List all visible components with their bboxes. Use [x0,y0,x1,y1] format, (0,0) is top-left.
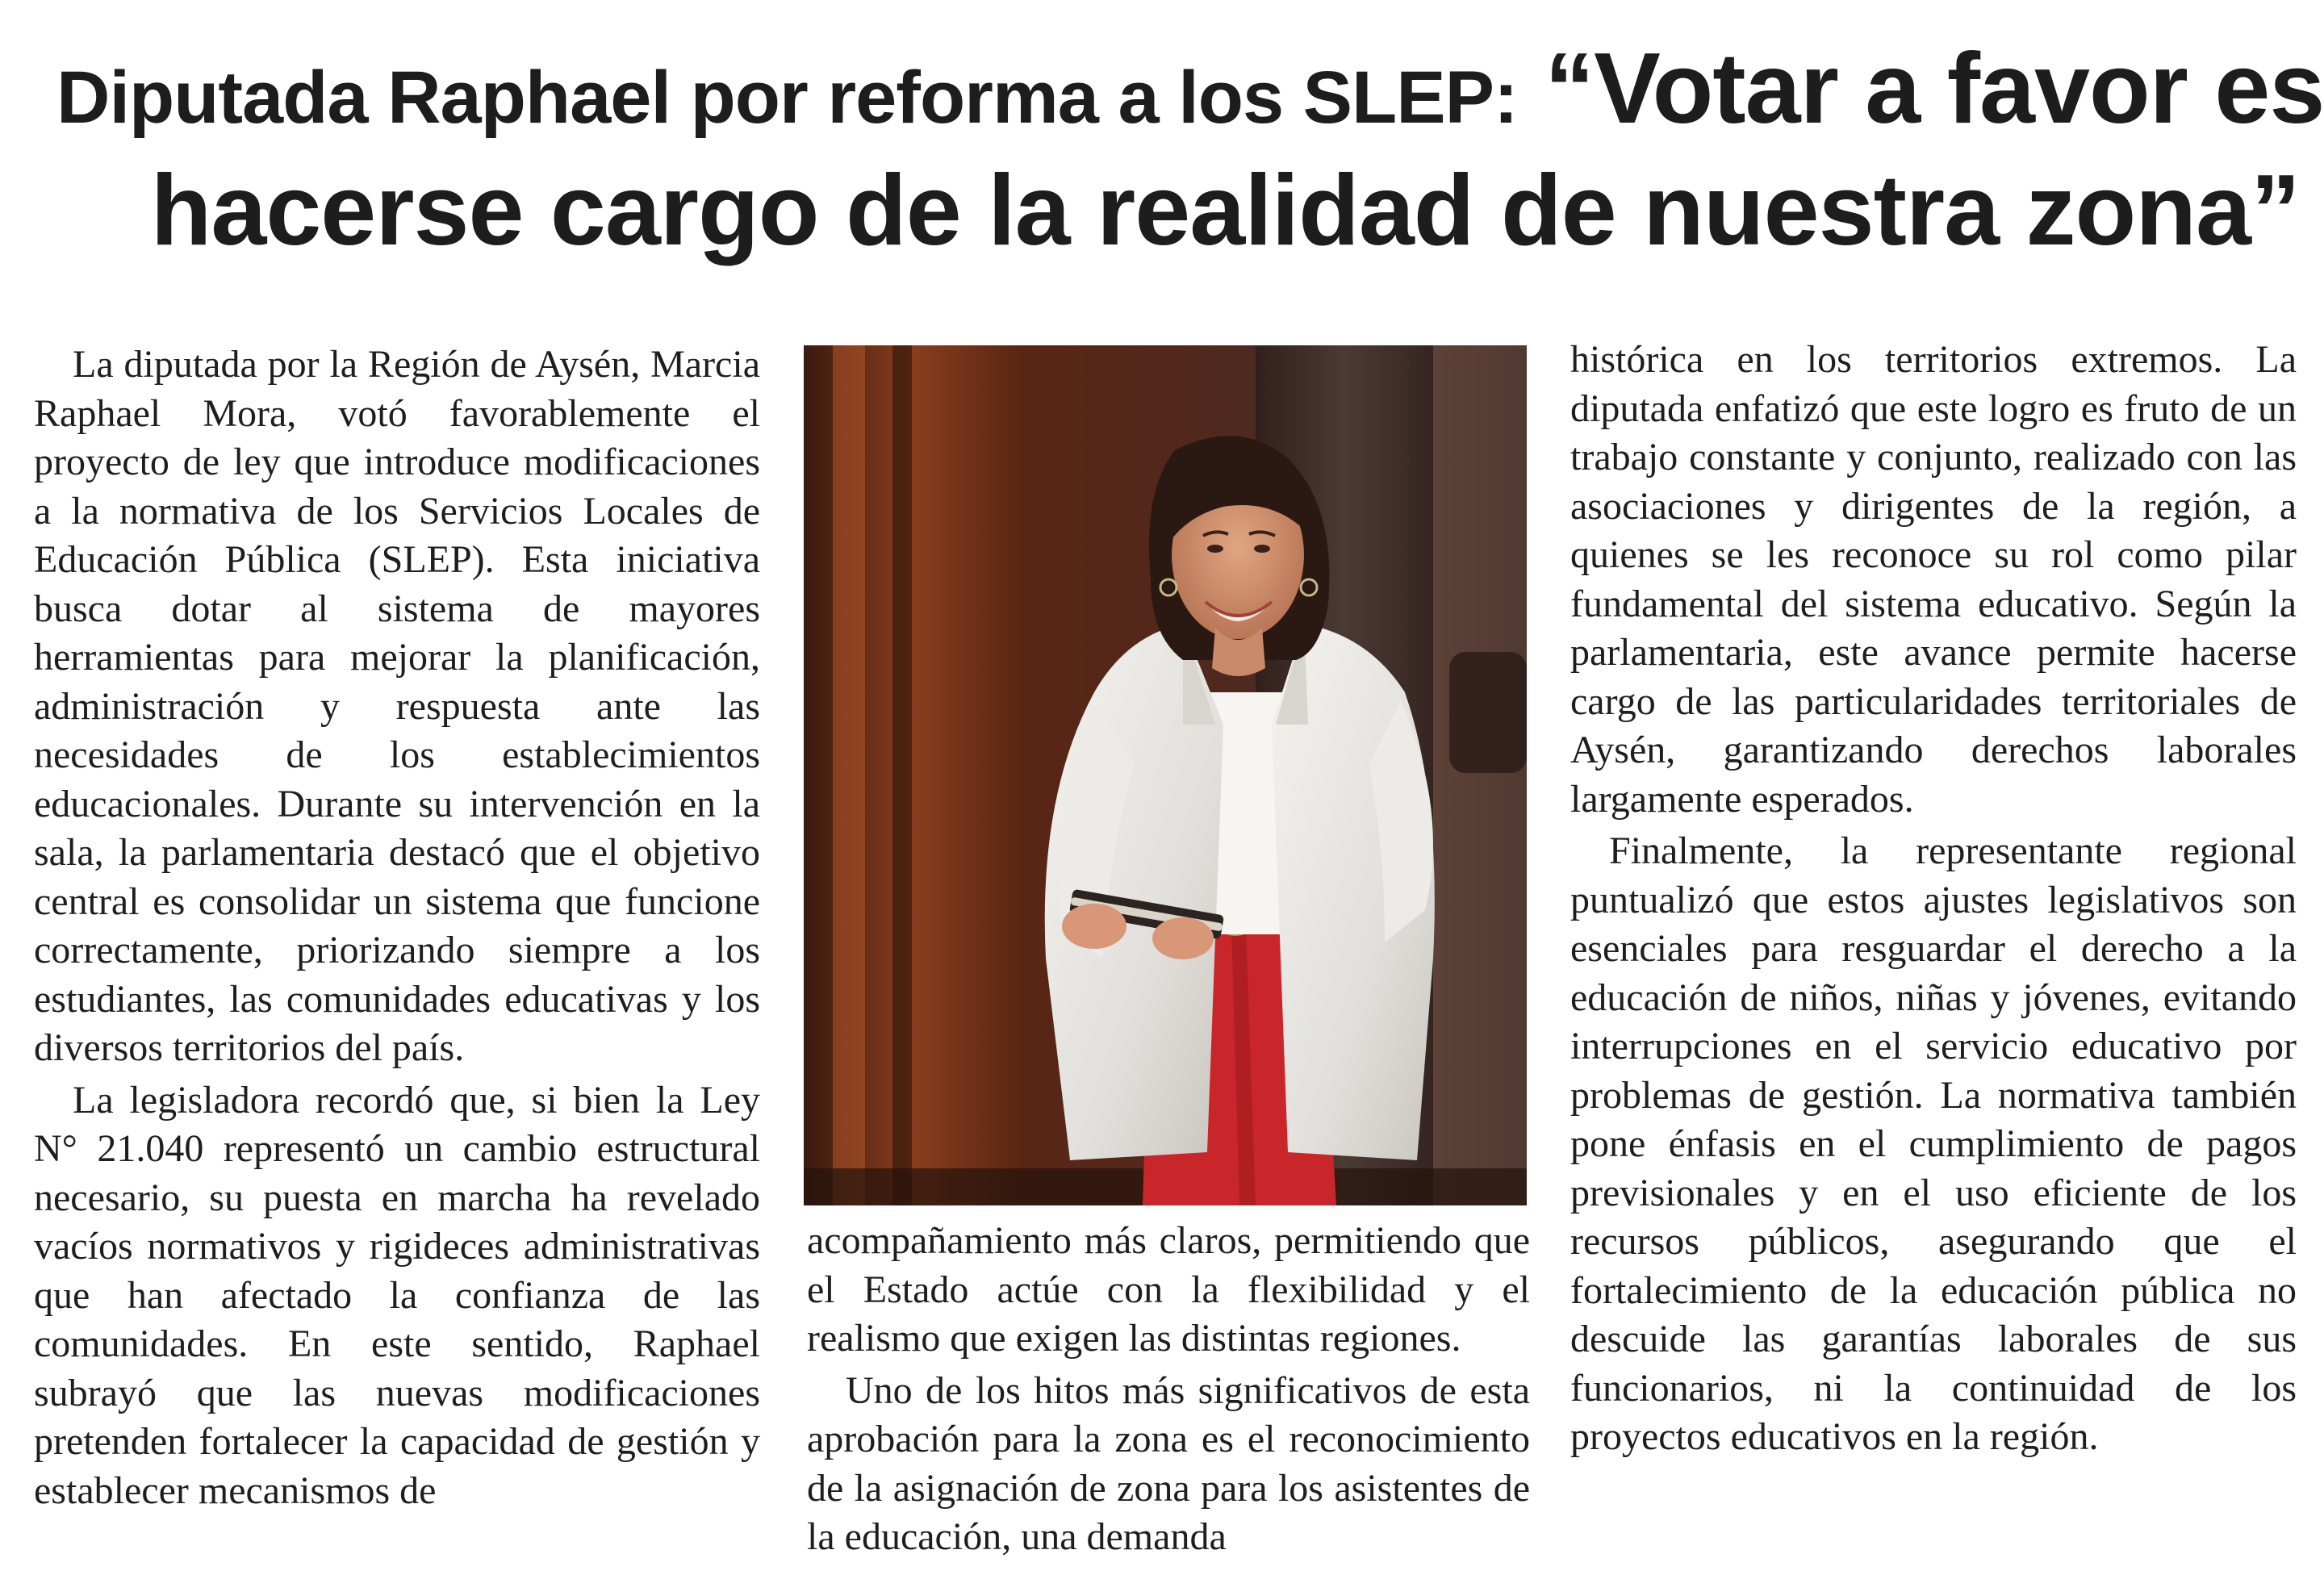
headline-line-1 [56,32,2324,154]
paragraph-2-continued: acompañamiento más claros, permitiendo que el Estado actúe con la flexibilidad y el realismo que exigen las distintas regiones. [807,1219,1530,1360]
paragraph-2: La legisladora recordó que, si bien la Ley N° 21.040 representó un cambio estructural necesario, su puesta en marcha ha revelado vacíos normativos y rigideces administrativas que han afectado la confianza de las comunidades. En este sentido, Raphael subrayó que las nuevas modificaciones pretenden fortalecer la capacidad de gestión y establecer mecanismos de [34,1078,760,1512]
deputy-photo [804,345,1527,1205]
paragraph-1: La diputada por la Región de Aysén, Marcia Raphael Mora, votó favorablemente el proyecto de ley que introduce modificaciones a la normativa de los Servicios Locales de Educación Pública (SLEP). Esta iniciativa busca dotar al sistema de mayores herramientas para mejorar la planificación, administración y respuesta ante las necesidades de los establecimientos educacionales. Durante su intervención en la sala, la parlamentaria destacó que el objetivo central es consolidar un sistema que funcione correctamente, priorizando siempre a los estudiantes, las comunidades educativas y los diversos territorios del país. [34,343,760,1069]
article-column-3 [1570,336,2297,1465]
headline-quote-start: “Votar a favor es [1544,33,2324,144]
paragraph-4: Finalmente, la representante regional puntualizó que estos ajustes legislativos son esenciales para resguardar el derecho a la educación de niños, niñas y jóvenes, evitando interrupciones en el servicio educativo por problemas de gestión. La normativa también pone énfasis en el cumplimiento de pagos previsionales y en el uso eficiente de los recursos públicos, asegurando que el fortalecimiento de la educación pública no descuide las garantías laborales de sus funcionarios, ni la continuidad de los proyectos educativos en la región. [1570,829,2297,1458]
paragraph-3-continued: histórica en los territorios extremos. La diputada enfatizó que este logro es fruto de un trabajo constante y conjunto, realizado con las asociaciones y dirigentes de la región, a quienes se les reconoce su rol como pilar fundamental del sistema educativo. Según la parlamentaria, este avance permite hacerse cargo de las particularidades territoriales de Aysén, garantizando derechos laborales largamente esperados. [1570,338,2297,821]
paragraph-3: Uno de los hitos más significativos de esta aprobación para la zona es el reconocimiento de la asignación de zona para los asistentes de la educación, una demanda [807,1368,1530,1558]
deputy-photo-illustration [804,345,1527,1205]
headline [56,32,2324,267]
article-column-1 [34,340,760,1519]
headline-kicker: Diputada Raphael por reforma a los SLEP: [56,56,1518,139]
article-column-2 [807,1217,1530,1565]
headline-quote-end: hacerse cargo de la realidad de nuestra zona” [150,155,2300,266]
